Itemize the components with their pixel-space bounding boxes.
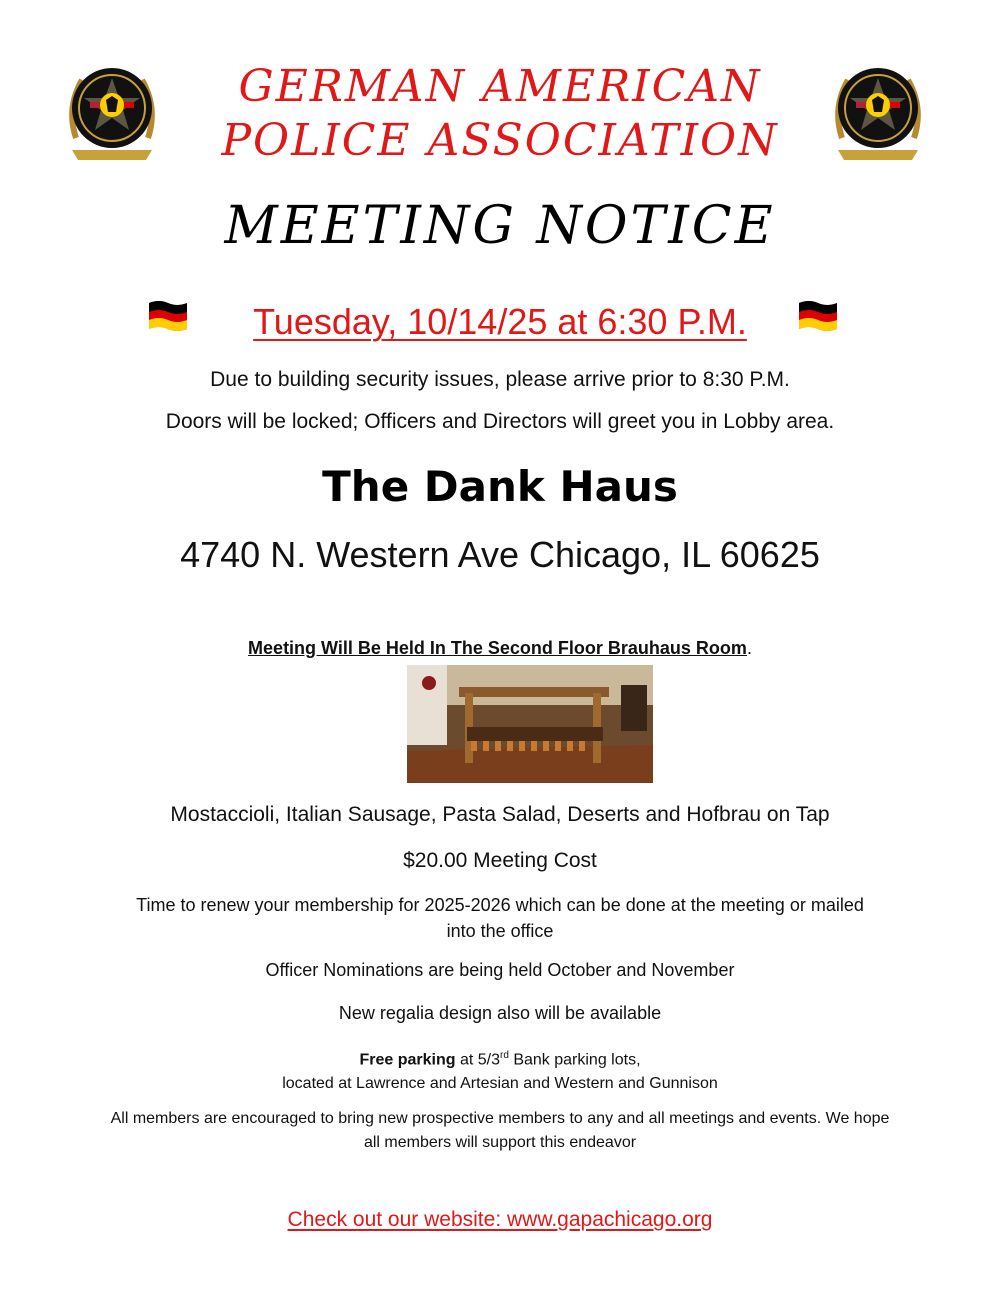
parking-bold-label: Free parking	[359, 1051, 456, 1069]
parking-line1	[0, 1044, 1000, 1072]
organization-title	[150, 60, 850, 168]
security-note: Due to building security issues, please arrive prior to 8:30 P.M.	[210, 368, 790, 391]
encouragement-note: All members are encouraged to bring new prospective members to any and all meetings and events. We hope all members will support this endeavor	[110, 1110, 890, 1151]
menu-line: Mostaccioli, Italian Sausage, Pasta Salad, Deserts and Hofbrau on Tap	[170, 803, 830, 826]
regalia-note: New regalia design also will be available	[338, 1003, 662, 1023]
membership-renewal-note: Time to renew your membership for 2025-2026 which can be done at the meeting or mailed into the office	[136, 895, 864, 941]
venue-address: 4740 N. Western Ave Chicago, IL 60625	[180, 534, 820, 575]
officer-nominations-note: Officer Nominations are being held October and November	[265, 960, 735, 980]
brauhaus-room-photo	[407, 665, 653, 783]
room-note-text: Meeting Will Be Held In The Second Floor Brauhaus Room	[248, 638, 747, 658]
organization-title-line1: GERMAN AMERICAN	[238, 61, 762, 112]
parking-text-a: at 5/3	[455, 1051, 500, 1069]
parking-text-b: Bank parking lots,	[508, 1051, 641, 1069]
german-flag-icon	[797, 299, 839, 333]
website-link[interactable]: Check out our website: www.gapachicago.org	[287, 1208, 713, 1231]
doors-note: Doors will be locked; Officers and Directors will greet you in Lobby area.	[165, 410, 835, 433]
meeting-notice-title: MEETING NOTICE	[224, 196, 776, 256]
room-note	[0, 638, 1000, 659]
parking-superscript: rd	[499, 1050, 509, 1061]
venue-name: The Dank Haus	[322, 462, 678, 511]
parking-line2: located at Lawrence and Artesian and Western and Gunnison	[282, 1075, 718, 1093]
meeting-date-time: Tuesday, 10/14/25 at 6:30 P.M.	[253, 301, 747, 342]
meeting-cost: $20.00 Meeting Cost	[403, 849, 597, 872]
room-note-suffix: .	[746, 638, 752, 658]
german-flag-icon	[147, 299, 189, 333]
organization-title-line2: POLICE ASSOCIATION	[221, 115, 779, 166]
parking-note	[0, 1044, 1000, 1096]
association-seal-logo-left	[62, 58, 162, 168]
